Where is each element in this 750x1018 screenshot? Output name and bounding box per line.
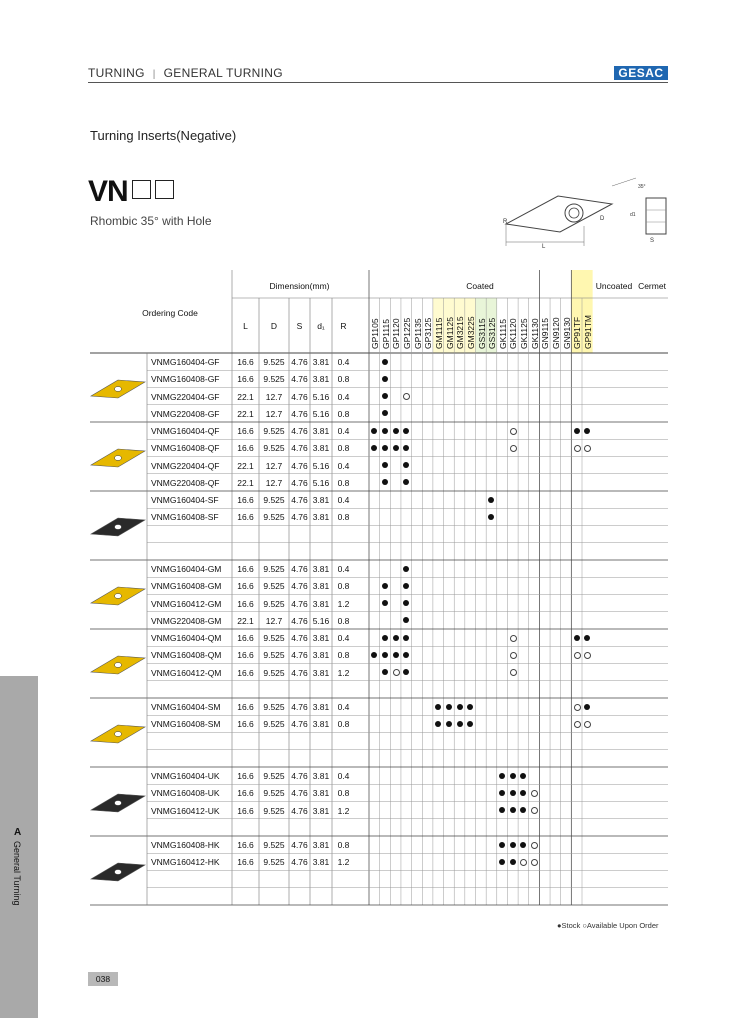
dimension-value: 3.81 <box>312 443 330 454</box>
dimension-value: 4.76 <box>291 805 308 816</box>
diagram-label-l: L <box>542 244 546 250</box>
dimension-value: 16.6 <box>237 719 254 730</box>
dimension-value: 5.16 <box>312 408 330 419</box>
insert-diagram <box>500 176 680 251</box>
dimension-value: 3.81 <box>312 702 330 712</box>
order-mark <box>574 445 581 452</box>
dimension-value: 4.76 <box>291 460 308 471</box>
grade-col-header: GP3125 <box>423 317 434 349</box>
dimension-value: 16.6 <box>237 650 254 661</box>
dimension-value: 9.525 <box>263 357 285 367</box>
insert-gm-icon <box>90 583 146 609</box>
dimension-value: 3.81 <box>312 598 330 609</box>
dimension-value: 4.76 <box>291 512 308 523</box>
ordering-code: VNMG160408-GF <box>151 374 220 385</box>
dimension-value: 16.6 <box>237 564 254 574</box>
ordering-code: VNMG160412-GM <box>151 598 222 609</box>
dimension-value: 3.81 <box>312 788 330 799</box>
stock-mark <box>382 359 388 365</box>
dimension-value: 9.525 <box>263 633 285 643</box>
dimension-value: 1.2 <box>337 857 350 868</box>
dimension-value: 0.8 <box>337 443 350 454</box>
dimension-value: 3.81 <box>312 495 330 505</box>
dimension-value: 9.525 <box>263 512 285 523</box>
dimension-value: 0.4 <box>337 357 350 367</box>
diagram-label-d: D <box>600 216 605 222</box>
breadcrumb <box>88 66 283 80</box>
diagram-label-s: S <box>650 238 655 244</box>
dimension-value: 0.4 <box>337 702 350 712</box>
dimension-value: 4.76 <box>291 840 308 850</box>
stock-mark <box>510 859 516 865</box>
ordering-code: VNMG160404-GM <box>151 564 222 574</box>
ordering-code: VNMG160408-GM <box>151 581 222 592</box>
ordering-code: VNMG160404-QM <box>151 633 222 643</box>
dimension-value: 16.6 <box>237 426 254 436</box>
order-mark <box>574 652 581 659</box>
dimension-value: 12.7 <box>265 477 283 488</box>
section-sidetab <box>0 676 38 1018</box>
ordering-code: VNMG160408-SM <box>151 719 221 730</box>
ordering-code: VNMG220408-QF <box>151 477 220 488</box>
stock-mark <box>510 807 516 813</box>
breadcrumb-subsection: GENERAL TURNING <box>163 66 283 80</box>
stock-mark <box>499 790 505 796</box>
dimension-value: 16.6 <box>237 702 254 712</box>
dimension-value: 1.2 <box>337 667 350 678</box>
title-placeholder-box <box>132 180 151 199</box>
dimension-value: 22.1 <box>237 615 254 626</box>
grade-col-header: GP1105 <box>370 318 380 349</box>
dimension-value: 3.81 <box>312 857 330 868</box>
grade-col-header: GK1130 <box>529 318 540 349</box>
insert-uk-icon <box>90 790 146 816</box>
dimension-value: 3.81 <box>312 512 330 523</box>
dimension-value: 0.8 <box>337 477 350 488</box>
uncoated-header: Uncoated <box>595 281 633 291</box>
grade-col-header: GM3225 <box>465 316 476 349</box>
dimension-value: 3.81 <box>312 357 330 367</box>
dimension-value: 9.525 <box>263 564 285 574</box>
page-description: Rhombic 35° with Hole <box>90 214 212 228</box>
dimension-value: 12.7 <box>265 615 283 626</box>
stock-mark <box>510 842 516 848</box>
insert-gf-icon <box>90 376 146 402</box>
page-number: 038 <box>88 972 118 986</box>
dimension-value: 16.6 <box>237 443 254 454</box>
dimension-value: 22.1 <box>237 391 254 402</box>
dimension-value: 9.525 <box>263 719 285 730</box>
grade-col-header: GP1135 <box>412 318 423 349</box>
ordering-code: VNMG160404-QF <box>151 426 220 436</box>
ordering-code: VNMG160408-QF <box>151 443 220 454</box>
stock-mark <box>499 773 505 779</box>
dimension-value: 9.525 <box>263 443 285 454</box>
stock-mark <box>457 721 463 727</box>
ordering-code: VNMG160412-UK <box>151 805 220 816</box>
dimension-value: 3.81 <box>312 667 330 678</box>
cermet-header: Cermet <box>638 281 666 291</box>
dimension-value: 9.525 <box>263 805 285 816</box>
dimension-value: 0.8 <box>337 408 350 419</box>
ordering-code: VNMG220404-QF <box>151 460 220 471</box>
diagram-label-d1: d1 <box>630 212 636 218</box>
dimension-value: 1.2 <box>337 805 350 816</box>
dimension-value: 22.1 <box>237 477 254 488</box>
dimension-value: 3.81 <box>312 840 330 850</box>
dimension-value: 0.8 <box>337 788 350 799</box>
dimension-value: 3.81 <box>312 771 330 781</box>
stock-mark <box>467 704 473 710</box>
grade-col-header: GP1115 <box>380 319 391 349</box>
order-mark <box>510 635 517 642</box>
dimension-value: 9.525 <box>263 581 285 592</box>
header-divider <box>88 82 668 83</box>
dimension-value: 0.8 <box>337 512 350 523</box>
dimension-value: 4.76 <box>291 477 308 488</box>
dimension-value: 9.525 <box>263 650 285 661</box>
order-mark <box>393 669 400 676</box>
diagram-label-r: R <box>503 219 508 225</box>
ordering-code: VNMG160404-SF <box>151 495 219 505</box>
dimension-value: 5.16 <box>312 391 330 402</box>
stock-mark <box>499 842 505 848</box>
dimension-value: 12.7 <box>265 408 283 419</box>
dimension-value: 16.6 <box>237 805 254 816</box>
title-placeholder-box <box>155 180 174 199</box>
dimension-value: 16.6 <box>237 495 254 505</box>
dimension-value: 4.76 <box>291 788 308 799</box>
stock-mark <box>382 428 388 434</box>
dimension-value: 3.81 <box>312 426 330 436</box>
ordering-code: VNMG160412-QM <box>151 667 222 678</box>
dimension-value: 0.4 <box>337 426 350 436</box>
dimension-value: 9.525 <box>263 426 285 436</box>
dimension-value: 4.76 <box>291 426 308 436</box>
order-mark <box>510 428 517 435</box>
dimension-value: 9.525 <box>263 771 285 781</box>
stock-mark <box>382 635 388 641</box>
order-mark <box>574 721 581 728</box>
stock-mark <box>382 652 388 658</box>
dimension-value: 22.1 <box>237 460 254 471</box>
dimension-value: 9.525 <box>263 840 285 850</box>
ordering-code: VNMG160408-HK <box>151 840 220 850</box>
dimension-value: 0.4 <box>337 460 350 471</box>
dimension-value: 12.7 <box>265 391 283 402</box>
dimension-value: 22.1 <box>237 408 254 419</box>
stock-mark <box>574 428 580 434</box>
legend <box>557 921 659 930</box>
dim-col-header: L <box>243 321 248 331</box>
breadcrumb-section: TURNING <box>88 66 145 80</box>
stock-mark <box>382 583 388 589</box>
dimension-value: 4.76 <box>291 374 308 385</box>
grade-col-header: GM3215 <box>455 316 466 349</box>
dimension-value: 0.8 <box>337 374 350 385</box>
specification-table <box>90 270 668 910</box>
order-mark <box>510 652 517 659</box>
dimension-value: 16.6 <box>237 840 254 850</box>
dimension-value: 16.6 <box>237 374 254 385</box>
stock-mark <box>393 445 399 451</box>
ordering-code: VNMG160408-UK <box>151 788 220 799</box>
dimension-value: 1.2 <box>337 598 350 609</box>
stock-mark <box>403 566 409 572</box>
order-mark <box>574 704 581 711</box>
dimension-value: 4.76 <box>291 615 308 626</box>
stock-mark <box>435 704 441 710</box>
grade-col-header: GM1115 <box>433 317 444 349</box>
grade-col-header: GP91TF <box>572 316 583 349</box>
dimension-value: 3.81 <box>312 564 330 574</box>
dimension-value: 0.8 <box>337 719 350 730</box>
ordering-code-header: Ordering Code <box>142 308 198 318</box>
title-text: VN <box>88 175 128 208</box>
dimension-value: 3.81 <box>312 650 330 661</box>
dimension-value: 4.76 <box>291 702 308 712</box>
ordering-code: VNMG160408-SF <box>151 512 219 523</box>
stock-mark <box>510 790 516 796</box>
dimension-value: 9.525 <box>263 374 285 385</box>
stock-mark <box>446 721 452 727</box>
order-mark <box>510 445 517 452</box>
dimension-value: 16.6 <box>237 857 254 868</box>
ordering-code: VNMG220408-GF <box>151 408 220 419</box>
page-subtitle: Turning Inserts(Negative) <box>90 128 237 143</box>
dimension-value: 4.76 <box>291 581 308 592</box>
ordering-code: VNMG160412-HK <box>151 857 220 868</box>
stock-mark <box>499 859 505 865</box>
ordering-code: VNMG160404-UK <box>151 771 220 781</box>
dimension-value: 3.81 <box>312 633 330 643</box>
dimension-value: 4.76 <box>291 564 308 574</box>
dimension-value: 9.525 <box>263 667 285 678</box>
dimension-value: 4.76 <box>291 667 308 678</box>
insert-hk-icon <box>90 859 146 885</box>
dimension-value: 4.76 <box>291 495 308 505</box>
dimension-value: 16.6 <box>237 788 254 799</box>
dimension-value: 16.6 <box>237 667 254 678</box>
ordering-code: VNMG160404-SM <box>151 702 221 712</box>
dimension-value: 4.76 <box>291 408 308 419</box>
dimension-value: 0.8 <box>337 581 350 592</box>
grade-col-header: GN9130 <box>561 317 572 349</box>
grade-col-header: GN9115 <box>540 317 551 349</box>
dim-col-header: R <box>340 321 347 331</box>
dimension-value: 9.525 <box>263 598 285 609</box>
stock-mark <box>382 376 388 382</box>
dimension-value: 0.8 <box>337 615 350 626</box>
dimension-value: 16.6 <box>237 771 254 781</box>
dimension-value: 9.525 <box>263 702 285 712</box>
stock-mark <box>446 704 452 710</box>
dimension-value: 16.6 <box>237 598 254 609</box>
grade-col-header: GS3125 <box>487 317 498 349</box>
grade-col-header: GP1225 <box>401 317 412 349</box>
stock-mark <box>574 635 580 641</box>
stock-mark <box>382 445 388 451</box>
stock-mark <box>393 635 399 641</box>
dimension-value: 0.4 <box>337 391 350 402</box>
dimension-value: 9.525 <box>263 495 285 505</box>
dimension-value: 16.6 <box>237 512 254 523</box>
grade-col-header: GP91TM <box>583 314 593 349</box>
order-mark <box>531 842 538 849</box>
breadcrumb-separator: | <box>152 69 156 80</box>
stock-mark <box>371 428 377 434</box>
dimension-value: 5.16 <box>312 615 330 626</box>
stock-mark <box>584 704 590 710</box>
diagram-label-angle: 35° <box>638 184 646 190</box>
dimension-value: 4.76 <box>291 598 308 609</box>
dimension-value: 4.76 <box>291 650 308 661</box>
grade-col-header: GN9120 <box>551 317 562 349</box>
insert-qf-icon <box>90 445 146 471</box>
dimension-value: 4.76 <box>291 771 308 781</box>
grade-col-header: GK1115 <box>497 319 508 349</box>
stock-mark <box>403 428 409 434</box>
dim-col-header: S <box>296 321 303 331</box>
dimension-value: 0.4 <box>337 495 350 505</box>
stock-mark <box>393 652 399 658</box>
order-mark <box>531 859 538 866</box>
ordering-code: VNMG160408-QM <box>151 650 222 661</box>
dimension-value: 9.525 <box>263 788 285 799</box>
stock-mark <box>457 704 463 710</box>
order-mark <box>510 669 517 676</box>
ordering-code: VNMG160404-GF <box>151 357 220 367</box>
order-mark <box>531 790 538 797</box>
sidetab-label: General Turning <box>12 841 22 906</box>
stock-mark <box>584 428 590 434</box>
dimension-value: 4.76 <box>291 633 308 643</box>
dim-col-header: D <box>270 321 278 331</box>
dimension-value: 4.76 <box>291 357 308 367</box>
dimension-value: 0.8 <box>337 840 350 850</box>
insert-sm-icon <box>90 721 146 747</box>
dimension-value: 12.7 <box>265 460 283 471</box>
dimension-value: 3.81 <box>312 805 330 816</box>
sidetab-letter: A <box>14 827 22 838</box>
dimension-value: 3.81 <box>312 581 330 592</box>
dim-col-header: d₁ <box>317 321 325 331</box>
dimension-value: 4.76 <box>291 443 308 454</box>
dimension-value: 4.76 <box>291 391 308 402</box>
dimension-value: 9.525 <box>263 857 285 868</box>
dimension-value: 16.6 <box>237 357 254 367</box>
grade-col-header: GM1125 <box>444 317 455 349</box>
dimension-value: 3.81 <box>312 374 330 385</box>
dimension-value: 16.6 <box>237 581 254 592</box>
dimension-value: 0.4 <box>337 771 350 781</box>
dimension-value: 5.16 <box>312 460 330 471</box>
dimension-value: 4.76 <box>291 719 308 730</box>
ordering-code: VNMG220404-GF <box>151 391 220 402</box>
stock-mark <box>584 635 590 641</box>
grade-col-header: GK1120 <box>508 318 519 349</box>
dimension-value: 0.4 <box>337 564 350 574</box>
legend-available: ○Available Upon Order <box>582 921 659 930</box>
dimension-value: 0.8 <box>337 650 350 661</box>
legend-stock: ●Stock <box>557 921 581 930</box>
grade-col-header: GK1125 <box>519 318 530 349</box>
coated-header: Coated <box>466 281 494 291</box>
dimension-header: Dimension(mm) <box>269 281 330 291</box>
stock-mark <box>510 773 516 779</box>
grade-col-header: GP1120 <box>391 318 402 349</box>
grade-col-header: GS3115 <box>476 318 487 349</box>
insert-qm-icon <box>90 652 146 678</box>
dimension-value: 4.76 <box>291 857 308 868</box>
insert-sf-icon <box>90 514 146 540</box>
dimension-value: 5.16 <box>312 477 330 488</box>
dimension-value: 16.6 <box>237 633 254 643</box>
ordering-code: VNMG220408-GM <box>151 615 222 626</box>
stock-mark <box>403 635 409 641</box>
dimension-value: 3.81 <box>312 719 330 730</box>
stock-mark <box>393 428 399 434</box>
page-title <box>88 175 174 209</box>
dimension-value: 0.4 <box>337 633 350 643</box>
brand-logo: GESAC <box>614 66 668 80</box>
